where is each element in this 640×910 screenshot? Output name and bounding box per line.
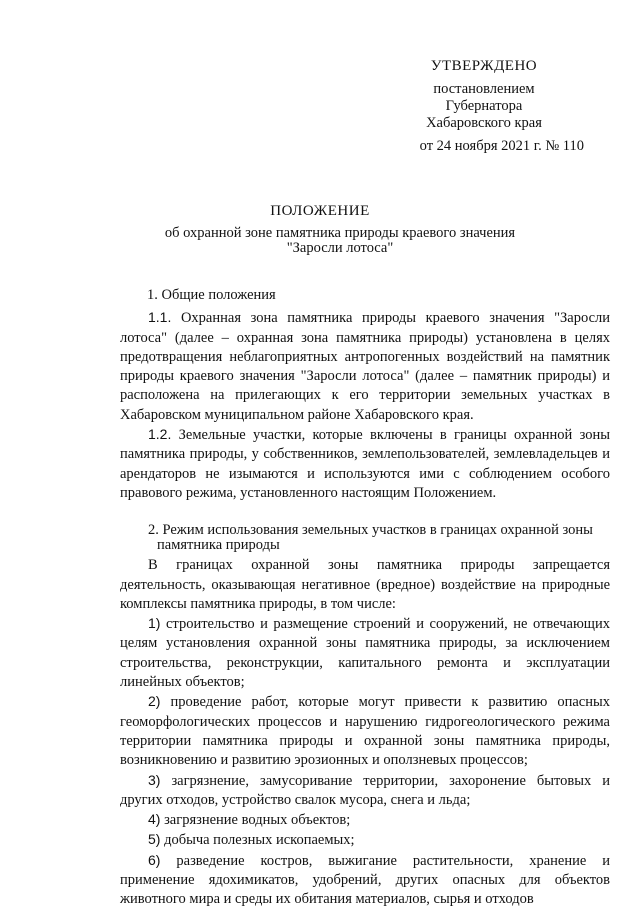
approval-line: постановлением (433, 81, 535, 97)
section-heading (120, 523, 610, 553)
paragraph-number: 1.1. (148, 309, 172, 326)
list-item-number: 6) (148, 851, 161, 868)
list-item-text: разведение костров, выжигание растительности, хранение и применение ядохимикатов, удобрений, других опасных для объектов животного мира и среды их обитания материалов, сырья и отходов (120, 852, 610, 908)
paragraph-text: Земельные участки, которые включены в границы охранной зоны памятника природы, у собственников, землепользователей, землевладельцев и арендаторов не изымаются и используются ими с соблюдением особого правового режима, установленного настоящим Положением. (120, 427, 610, 501)
approval-heading: УТВЕРЖДЕНО (430, 58, 538, 74)
approval-stamp (384, 58, 584, 155)
list-item-text: проведение работ, которые могут привести к развитию опасных геоморфологических процессов и нарушению гидрогеологического режима территории памятника природы и охранной зоны памятника природы, возникновению и развитию эрозионных и оползневых процессов; (120, 694, 610, 769)
list-item (120, 851, 610, 910)
paragraph: В границах охранной зоны памятника природы запрещается деятельность, оказывающая негативное (вредное) воздействие на природные комплексы памятника природы, в том числе: (120, 557, 610, 612)
list-item-text: загрязнение водных объектов; (160, 812, 351, 829)
list-item-text: добыча полезных ископаемых; (160, 832, 355, 849)
document-subtitle: "Заросли лотоса" (286, 240, 394, 256)
list-item-number: 4) (148, 811, 161, 828)
paragraph (120, 308, 610, 425)
list-item (120, 830, 610, 850)
paragraph (120, 425, 610, 503)
list-item (120, 614, 610, 692)
list-item-number: 2) (148, 693, 161, 710)
list-item-text: строительство и размещение строений и сооружений, не отвечающих целям установления охранной зоны памятника природы, за исключением строительства, реконструкции, капитального ремонта и эксплуатации линейных объектов; (120, 616, 610, 691)
list-item (120, 692, 610, 770)
list-item (120, 771, 610, 811)
approval-date: от 24 ноября 2021 г. № 110 (419, 138, 584, 154)
document-body (120, 286, 610, 910)
approval-line: Губернатора (445, 98, 523, 114)
section-heading: 1. Общие положения (147, 287, 276, 303)
document-subtitle: об охранной зоне памятника природы краевого значения (164, 225, 516, 241)
list-item-number: 5) (148, 831, 161, 848)
section-heading-line: памятника природы (157, 537, 280, 554)
section-heading-line: 2. Режим использования земельных участков в границах охранной зоны (148, 522, 593, 539)
list-item-number: 1) (148, 615, 161, 632)
list-item-number: 3) (148, 771, 161, 788)
approval-line: Хабаровского края (426, 115, 542, 131)
list-item (120, 810, 610, 830)
document-title: ПОЛОЖЕНИЕ (270, 203, 370, 219)
paragraph-number: 1.2. (148, 426, 172, 443)
document-title-block (0, 203, 640, 256)
paragraph-text: Охранная зона памятника природы краевого значения "Заросли лотоса" (далее – охранная зона памятника природы) установлена в целях предотвращения неблагоприятных антропогенных воздействий на памятник природы краевого значения "Заросли лотоса" (далее – памятник природы) и расположена на прилегающих к его территории земельных участках в Хабаровском муниципальном районе Хабаровского края. (120, 310, 610, 423)
list-item-text: загрязнение, замусоривание территории, захоронение бытовых и других отходов, устройство свалок мусора, снега и льда; (120, 772, 610, 808)
